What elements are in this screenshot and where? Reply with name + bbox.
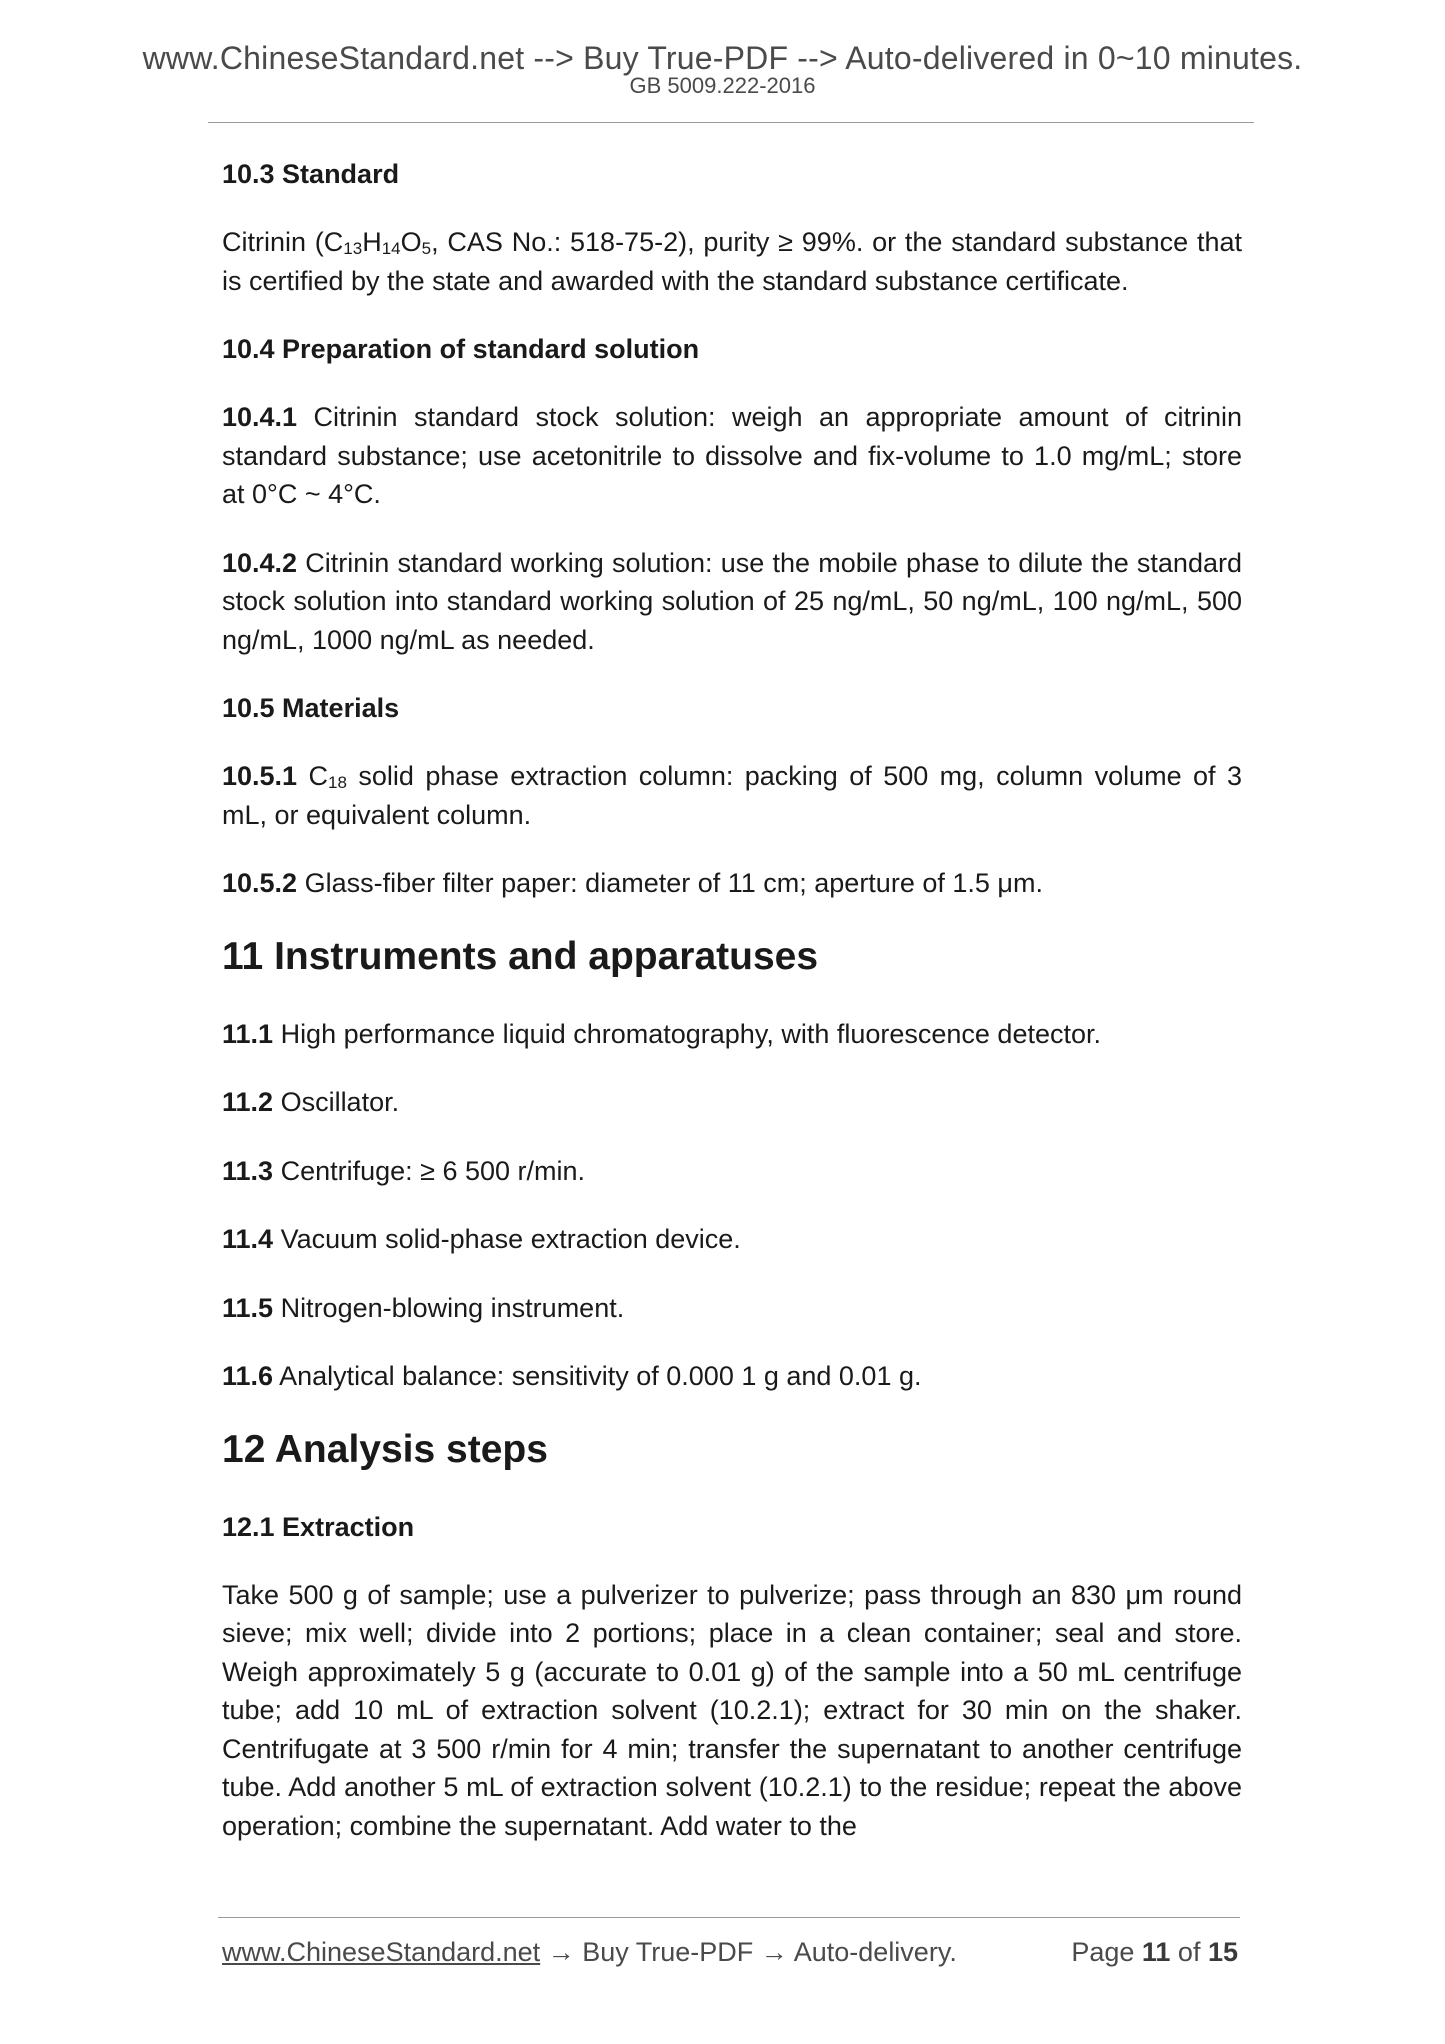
footer-tagline: → Buy True-PDF → Auto-delivery. [540,1937,957,1967]
page-content [222,155,1242,1875]
list-item: 11.2 Oscillator. [222,1087,400,1117]
footer-link[interactable]: www.ChineseStandard.net [222,1937,541,1967]
section-10-4-heading: 10.4 Preparation of standard solution [222,334,700,364]
section-12-1-heading: 12.1 Extraction [222,1511,415,1542]
footer-divider [218,1917,1240,1918]
list-item: 11.4 Vacuum solid-phase extraction device. [222,1224,741,1254]
document-id: GB 5009.222-2016 [629,73,816,98]
page-footer [222,1932,1238,1972]
section-10-5-2: 10.5.2 Glass-fiber filter paper: diameter of 11 cm; aperture of 1.5 μm. [222,868,1043,898]
header-divider [208,122,1254,123]
list-item: 11.3 Centrifuge: ≥ 6 500 r/min. [222,1155,586,1186]
page-indicator: Page 11 of 15 [1071,1937,1238,1967]
page-total: 15 [1207,1937,1238,1967]
list-item: 11.1 High performance liquid chromatography, with fluorescence detector. [222,1018,1101,1049]
list-item: 11.6 Analytical balance: sensitivity of 0.000 1 g and 0.01 g. [222,1361,922,1391]
section-12-1-text: Take 500 g of sample; use a pulverizer to pulverize; pass through an 830 μm round sieve; mix well; divide into 2 portions; place in a clean container; seal and store. Weigh approximately 5 g (accurate to 0.01 g) of the sample into a 50 mL centrifuge tube; add 10 mL of extraction solvent (10.2.1); extract for 30 min on the shaker. Centrifugate at 3 500 r/min for 4 min; transfer the supernatant to another centrifuge tube. Add another 5 mL of extraction solvent (10.2.1) to the residue; repeat the above operation; combine the supernatant. Add water to the [222,1579,1242,1841]
list-item: 11.5 Nitrogen-blowing instrument. [222,1292,625,1323]
section-10-3-text: Citrinin ($C_{13}H_{14}O_5$, CAS No.: 518-75-2), purity ≥ 99%. or the standard substance that is certified by the state and awarded with the standard substance certificate. [222,227,1242,296]
section-12-heading: 12 Analysis steps [222,1427,548,1471]
section-10-3-heading: 10.3 Standard [222,159,400,189]
section-10-4-2: 10.4.2 Citrinin standard working solution: use the mobile phase to dilute the standard stock solution into standard working solution of 25 ng/mL, 50 ng/mL, 100 ng/mL, 500 ng/mL, 1000 ng/mL as needed. [222,547,1242,655]
header-banner: www.ChineseStandard.net --> Buy True-PDF --> Auto-delivered in 0~10 minutes. [142,40,1303,76]
page-number: 11 [1141,1937,1171,1967]
section-10-4-1: 10.4.1 Citrinin standard stock solution: weigh an appropriate amount of citrinin standard substance; use acetonitrile to dissolve and fix-volume to 1.0 mg/mL; store at 0°C ~ 4°C. [222,402,1242,509]
section-10-5-heading: 10.5 Materials [222,693,400,723]
section-10-5-1: 10.5.1 $C_{18}$ solid phase extraction column: packing of 500 mg, column volume of 3 mL, or equivalent column. [222,761,1242,830]
section-11-heading: 11 Instruments and apparatuses [222,934,819,978]
